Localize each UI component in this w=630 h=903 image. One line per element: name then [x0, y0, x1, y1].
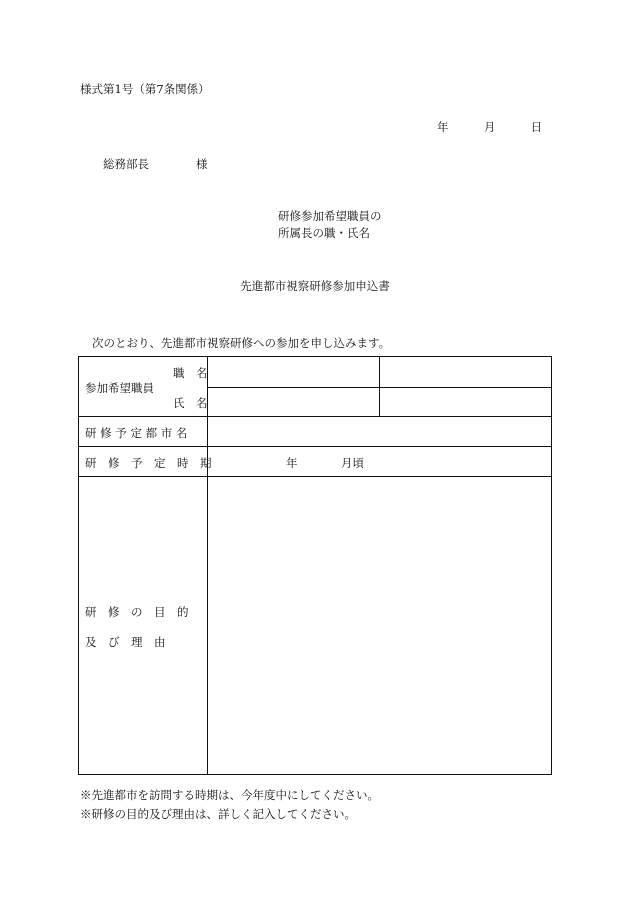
purpose-label-1: 研 修 の 目 的 — [85, 605, 189, 619]
applicant-supervisor-block — [278, 208, 382, 242]
note-purpose-detail: ※研修の目的及び理由は、詳しく記入してください。 — [80, 807, 356, 821]
period-label: 研 修 予 定 時 期 — [85, 456, 212, 470]
purpose-field[interactable] — [209, 479, 549, 771]
applicant-line-2: 所属長の職・氏名 — [278, 226, 370, 240]
name-field-1[interactable] — [209, 389, 377, 414]
position-field-2[interactable] — [381, 359, 549, 385]
applicant-line-1: 研修参加希望職員の — [278, 209, 382, 223]
document-title: 先進都市視察研修参加申込書 — [240, 279, 390, 293]
purpose-label-2: 及 び 理 由 — [85, 635, 166, 649]
addressee-honorific: 様 — [196, 157, 208, 171]
date-line — [437, 119, 542, 135]
row-divider-city — [79, 446, 551, 447]
city-label: 研 修 予 定 都 市 名 — [85, 426, 188, 440]
intro-text: 次のとおり、先進都市視察研修への参加を申し込みます。 — [92, 336, 391, 350]
row-divider-participant — [79, 416, 551, 417]
row-divider-period — [79, 476, 551, 477]
position-label: 職 名 — [173, 366, 208, 380]
addressee — [103, 156, 208, 172]
name-label: 氏 名 — [173, 396, 208, 410]
date-day: 日 — [530, 120, 543, 134]
label-column-divider — [207, 357, 208, 774]
participant-label: 参加希望職員 — [85, 381, 154, 395]
notes — [80, 786, 379, 824]
addressee-title: 総務部長 — [103, 157, 149, 171]
application-form-table — [78, 356, 552, 775]
name-field-2[interactable] — [381, 389, 549, 414]
form-number: 様式第1号（第7条関係） — [80, 82, 210, 96]
city-field[interactable] — [209, 419, 549, 444]
position-field-1[interactable] — [209, 359, 377, 385]
date-month: 月 — [483, 120, 496, 134]
note-visit-period: ※先進都市を訪問する時期は、今年度中にしてください。 — [80, 788, 379, 802]
participant-column-divider — [379, 357, 380, 416]
date-year: 年 — [437, 120, 449, 134]
period-month: 月頃 — [341, 456, 364, 470]
period-year: 年 — [286, 456, 298, 470]
